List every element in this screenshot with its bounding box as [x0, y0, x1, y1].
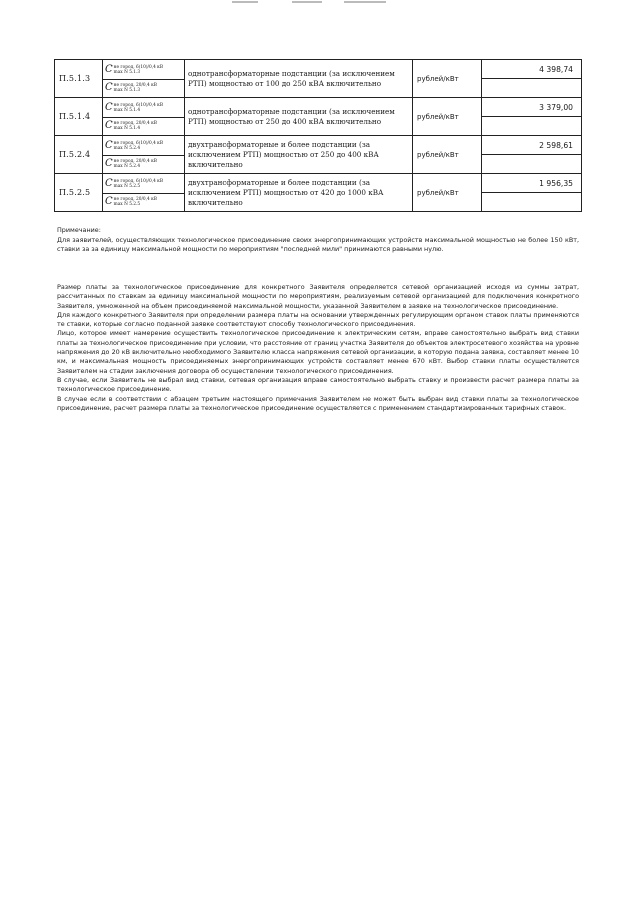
rate-symbol-sub: не город, 20/0,4 кВ: [113, 159, 157, 164]
table-row: [55, 98, 582, 136]
row-value-cell: [482, 136, 582, 174]
note-paragraph: Для каждого конкретного Заявителя при определении размера платы на основании утвержденных регулирующим органом ставок платы применяются те ставки, которые согласно поданной заявке соответствуют способу технологического присоединения.: [57, 310, 579, 329]
rate-symbol-sub: max N 5.1.4: [113, 126, 141, 131]
rate-symbol-sub: max N 5.1.3: [113, 69, 141, 75]
rate-symbol-sub: не город, 20/0,4 кВ: [113, 83, 157, 88]
row-description: двухтрансформаторные и более подстанции (за исключением РТП) мощностью от 420 до 1000 кВА включительно: [185, 174, 413, 212]
table-row: [55, 136, 582, 174]
rate-symbols: [103, 60, 185, 98]
row-code: П.5.1.3: [55, 60, 103, 98]
rate-symbols: [103, 98, 185, 136]
row-code: П.5.1.4: [55, 98, 103, 136]
rate-symbol-sub: max N 5.2.5: [113, 202, 141, 207]
rate-symbol-sub: max N 5.2.4: [113, 164, 141, 169]
rate-symbol: C не город, 6(10)/0,4 кВ max N 5.1.3: [105, 63, 164, 75]
tariff-table: [54, 59, 582, 212]
rate-symbol-sub: max N 5.2.4: [113, 145, 141, 151]
row-value-cell: [482, 60, 582, 98]
row-unit: рублей/кВт: [413, 98, 482, 136]
rate-symbol-sub: не город, 20/0,4 кВ: [113, 197, 157, 202]
rate-symbol-sub: max N 5.1.3: [113, 88, 141, 93]
rate-symbol-sub: не город, 6(10)/0,4 кВ: [113, 102, 164, 108]
row-value: 1 956,35: [482, 174, 581, 193]
rate-symbol: C не город, 6(10)/0,4 кВ max N 5.2.5: [105, 177, 164, 189]
rate-symbol: C не город, 6(10)/0,4 кВ max N 5.1.4: [105, 101, 164, 113]
notes-body: [57, 283, 579, 413]
rate-symbol-sub: не город, 6(10)/0,4 кВ: [113, 178, 164, 184]
row-code: П.5.2.5: [55, 174, 103, 212]
row-unit: рублей/кВт: [413, 174, 482, 212]
row-value-cell: [482, 98, 582, 136]
notes-heading: Примечание:: [57, 226, 101, 234]
rate-symbols: [103, 136, 185, 174]
row-value-cell: [482, 174, 582, 212]
row-unit: рублей/кВт: [413, 136, 482, 174]
rate-symbol: C не город, 20/0,4 кВ max N 5.2.4: [103, 155, 184, 173]
scan-marks: [232, 0, 402, 6]
rate-symbol: C не город, 6(10)/0,4 кВ max N 5.2.4: [105, 139, 164, 151]
row-value: 4 398,74: [482, 60, 581, 79]
row-unit: рублей/кВт: [413, 60, 482, 98]
row-description: однотрансформаторные подстанции (за исключением РТП) мощностью от 100 до 250 кВА включительно: [185, 60, 413, 98]
note-paragraph: Размер платы за технологическое присоединение для конкретного Заявителя определяется сетевой организацией исходя из суммы затрат, рассчитанных по ставкам за единицу максимальной мощности по мероприятиям, реализуемым сетевой организацией для подключения конкретного Заявителя, умноженной на объем присоединяемой максимальной мощности, указанной Заявителем в заявке на технологическое присоединение.: [57, 283, 579, 310]
rate-symbol: C не город, 20/0,4 кВ max N 5.1.4: [103, 117, 184, 135]
row-description: однотрансформаторные подстанции (за исключением РТП) мощностью от 250 до 400 кВА включительно: [185, 98, 413, 136]
note-paragraph: В случае, если Заявитель не выбрал вид ставки, сетевая организация вправе самостоятельно выбрать ставку и произвести расчет размера платы за технологическое присоединение.: [57, 375, 579, 394]
row-value: 2 598,61: [482, 136, 581, 155]
note-text: Для заявителей, осуществляющих технологическое присоединение своих энергопринимающих устройств максимальной мощностью не более 150 кВт, ставки за за единицу максимальной мощности по мероприятиям "последней мили" принимаются равными нулю.: [57, 236, 579, 254]
rate-symbol: C не город, 20/0,4 кВ max N 5.1.3: [103, 79, 184, 97]
row-description: двухтрансформаторные и более подстанции (за исключением РТП) мощностью от 250 до 400 кВА включительно: [185, 136, 413, 174]
table-row: [55, 174, 582, 212]
note-paragraph: [57, 236, 579, 255]
rate-symbol: C не город, 20/0,4 кВ max N 5.2.5: [103, 193, 184, 211]
row-code: П.5.2.4: [55, 136, 103, 174]
rate-symbols: [103, 174, 185, 212]
rate-symbol-sub: не город, 6(10)/0,4 кВ: [113, 140, 164, 146]
rate-symbol-sub: max N 5.2.5: [113, 183, 141, 189]
rate-symbol-sub: не город, 20/0,4 кВ: [113, 121, 157, 126]
rate-symbol-sub: max N 5.1.4: [113, 107, 141, 113]
rate-symbol-sub: не город, 6(10)/0,4 кВ: [113, 64, 164, 70]
note-paragraph: Лицо, которое имеет намерение осуществить технологическое присоединение к электрическим сетям, вправе самостоятельно выбрать вид ставки платы за технологическое присоединение при условии, что расстояние от границ участка Заявителя до объектов электросетевого хозяйства на уровне напряжения до 20 кВ включительно необходимого Заявителю класса напряжения сетевой организации, в которую подана заявка, составляет менее 10 км, и максимальная мощность присоединяемых энергопринимающих устройств составляет менее 670 кВт. Выбор ставки платы осуществляется Заявителем на стадии заключения договора об осуществлении технологического присоединения.: [57, 329, 579, 375]
row-value: 3 379,00: [482, 98, 581, 117]
note-paragraph: В случае если в соответствии с абзацем третьим настоящего примечания Заявителем не может быть выбран вид ставки платы за технологическое присоединение, расчет размера платы за технологическое присоединение осуществляется с применением стандартизированных тарифных ставок.: [57, 394, 579, 412]
table-row: [55, 60, 582, 98]
